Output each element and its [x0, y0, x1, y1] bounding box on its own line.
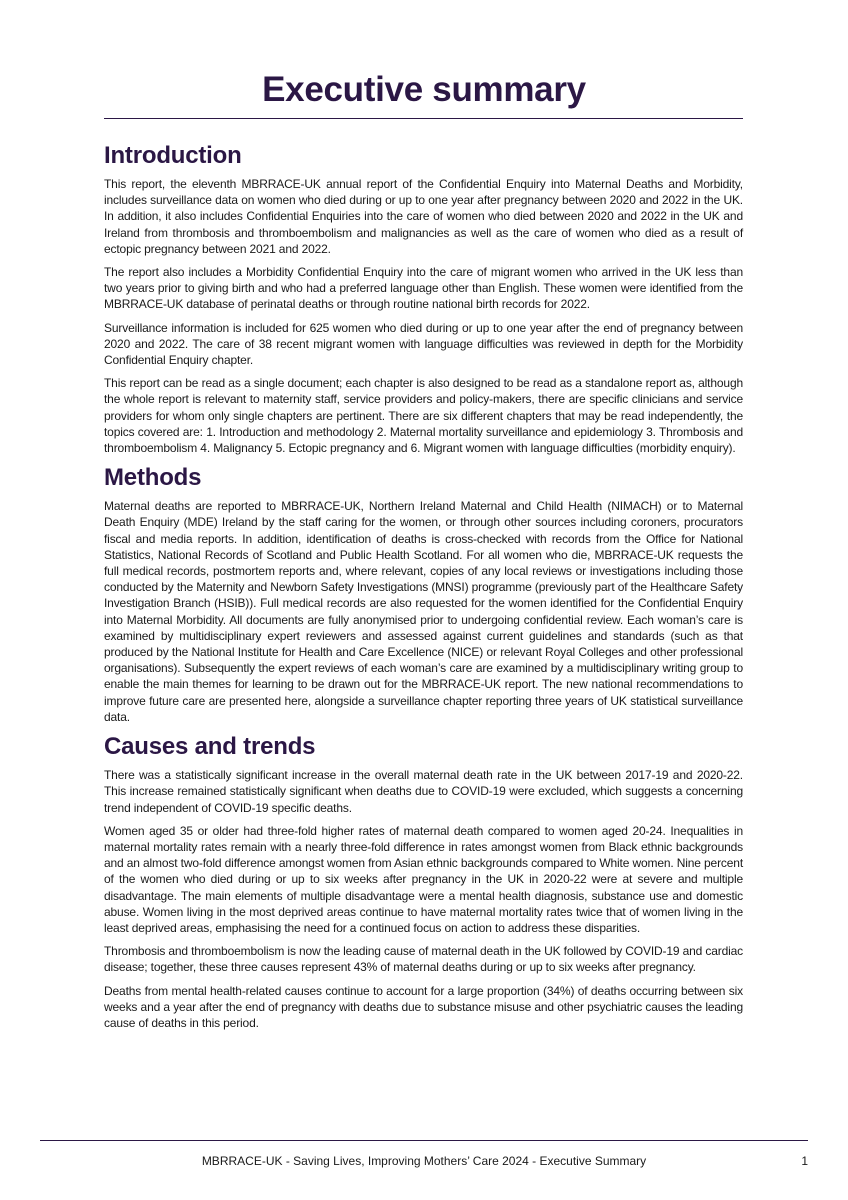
footer-divider: [40, 1140, 808, 1141]
section-introduction: [104, 141, 743, 456]
footer-text: MBRRACE-UK - Saving Lives, Improving Mothers’ Care 2024 - Executive Summary: [201, 1154, 647, 1168]
paragraph: This report, the eleventh MBRRACE-UK annual report of the Confidential Enquiry into Maternal Deaths and Morbidity, includes surveillance data on women who died during or up to one year after pregnancy between 2020 and 2022 in the UK. In addition, it also includes Confidential Enquiries into the care of women who died between 2020 and 2022 in the UK and Ireland from thrombosis and thromboembolism and malignancies as well as the care of women who died as a result of ectopic pregnancy between 2021 and 2022.: [104, 177, 743, 256]
section-methods: [104, 463, 743, 725]
paragraph: The report also includes a Morbidity Confidential Enquiry into the care of migrant women who arrived in the UK less than two years prior to giving birth and who had a preferred language other than English. These women were identified from the MBRRACE-UK database of perinatal deaths or through routine national birth records for 2022.: [104, 265, 743, 312]
document-body: [104, 141, 743, 1038]
section-heading: Methods: [104, 464, 202, 492]
section-heading: Introduction: [104, 142, 242, 169]
paragraph: Surveillance information is included for 625 women who died during or up to one year after the end of pregnancy between 2020 and 2022. The care of 38 recent migrant women with language difficulties was reviewed in depth for the Morbidity Confidential Enquiry chapter.: [104, 320, 743, 368]
paragraph: This report can be read as a single document; each chapter is also designed to be read as a standalone report as, although the whole report is relevant to maternity staff, service providers and policy-makers, there are specific clinicians and service providers for whom only single chapters are pertinent. There are six different chapters that may be read independently, the topics covered are: 1. Introduction and methodology 2. Maternal mortality surveillance and epidemiology 3. Thrombosis and thromboembolism 4. Malignancy 5. Ectopic pregnancy and 6. Migrant women with language difficulties (morbidity enquiry).: [104, 376, 743, 456]
paragraph: Deaths from mental health-related causes continue to account for a large proportion (34%) of deaths occurring between six weeks and a year after the end of pregnancy with deaths due to substance misuse and other psychiatric causes the leading cause of deaths in this period.: [104, 983, 743, 1030]
page-number: 1: [801, 1154, 808, 1168]
section-causes-and-trends: [104, 732, 743, 1031]
paragraph: There was a statistically significant increase in the overall maternal death rate in the UK between 2017-19 and 2020-22. This increase remained statistically significant when deaths due to COVID-19 were excluded, which suggests a concerning trend independent of COVID-19 specific deaths.: [104, 768, 743, 815]
section-heading: Causes and trends: [104, 733, 316, 761]
paragraph: Women aged 35 or older had three-fold higher rates of maternal death compared to women aged 20-24. Inequalities in maternal mortality rates remain with a nearly three-fold difference in rates amongst women from Black ethnic backgrounds and an almost two-fold difference amongst women from Asian ethnic backgrounds compared to White women. Nine percent of the women who died during or up to six weeks after pregnancy in the UK in 2020-22 were at severe and multiple disadvantage. The main elements of multiple disadvantage were a mental health diagnosis, substance use and domestic abuse. Women living in the most deprived areas continue to have maternal mortality rates twice that of women living in the least deprived areas, emphasising the need for a continued focus on action to address these disparities.: [104, 823, 743, 935]
page-title: Executive summary: [262, 70, 586, 109]
paragraph: Maternal deaths are reported to MBRRACE-UK, Northern Ireland Maternal and Child Health (NIMACH) or to Maternal Death Enquiry (MDE) Ireland by the staff caring for the women, or through other sources including coroners, procurators fiscal and media reports. In addition, identification of deaths is cross-checked with records from the Office for National Statistics, National Records of Scotland and Public Health Scotland. For all women who die, MBRRACE-UK requests the full medical records, postmortem reports and, where relevant, copies of any local reviews or investigations including those conducted by the Maternity and Newborn Safety Investigations (MNSI) programme (previously part of the Healthcare Safety Investigation Branch (HSIB)). Full medical records are also requested for the women identified for the Confidential Enquiry into Maternal Morbidity. All documents are fully anonymised prior to undergoing confidential review. Each woman’s care is examined by multidisciplinary expert reviewers and assessed against current guidelines and standards (such as that produced by the National Institute for Health and Care Excellence (NICE) or relevant Royal Colleges and other professional organisations). Subsequently the expert reviews of each woman’s care are examined by a multidisciplinary writing group to enable the main themes for learning to be drawn out for the MBRRACE-UK report. The new national recommendations to improve future care are presented here, alongside a surveillance chapter reporting three years of UK statistical surveillance data.: [104, 499, 743, 724]
paragraph: Thrombosis and thromboembolism is now the leading cause of maternal death in the UK followed by COVID-19 and cardiac disease; together, these three causes represent 43% of maternal deaths during or up to six weeks after pregnancy.: [104, 944, 743, 975]
title-divider: [104, 118, 743, 119]
